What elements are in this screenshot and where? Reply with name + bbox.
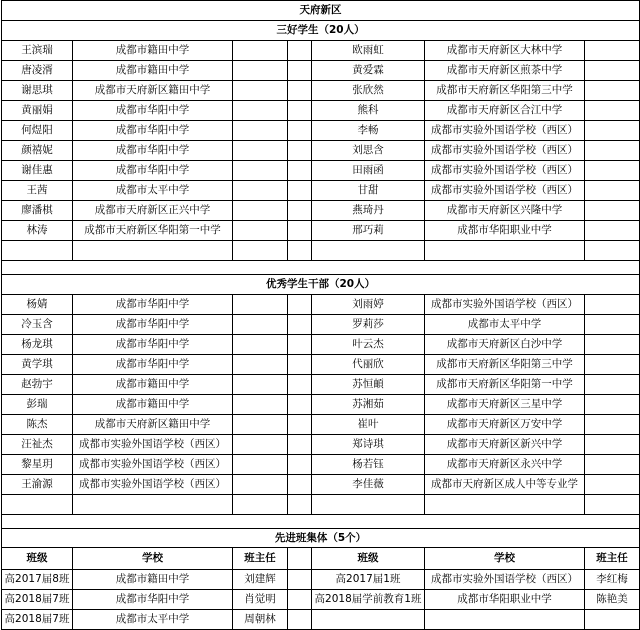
- student-name: 唐凌湑: [2, 61, 73, 81]
- empty-cell: [288, 395, 312, 415]
- empty-cell: [233, 495, 288, 515]
- student-name: 彭瑞: [2, 395, 73, 415]
- spacer-cell: [2, 515, 640, 529]
- empty-cell: [233, 181, 288, 201]
- student-name: 陈杰: [2, 415, 73, 435]
- empty-cell: [288, 141, 312, 161]
- class-header: 班级: [2, 548, 73, 570]
- table-row: [2, 295, 640, 315]
- school-name: 成都市籍田中学: [73, 395, 233, 415]
- empty-cell: [312, 241, 425, 261]
- empty-cell: [233, 315, 288, 335]
- empty-cell: [585, 161, 640, 181]
- school-name: 成都市实验外国语学校（西区）: [425, 161, 585, 181]
- school-name: 成都市天府新区籍田中学: [73, 81, 233, 101]
- empty-cell: [585, 221, 640, 241]
- school-name: 成都市籍田中学: [73, 61, 233, 81]
- table-row: [2, 181, 640, 201]
- teacher-header: 班主任: [233, 548, 288, 570]
- school-name: 成都市实验外国语学校（西区）: [73, 475, 233, 495]
- empty-cell: [288, 335, 312, 355]
- table-row: [2, 375, 640, 395]
- student-name: 郑诗琪: [312, 435, 425, 455]
- school-name: 成都市天府新区合江中学: [425, 101, 585, 121]
- empty-cell: [288, 41, 312, 61]
- section-title-row: [2, 21, 640, 41]
- class-name: [312, 610, 425, 630]
- school-name: 成都市华阳中学: [73, 295, 233, 315]
- empty-cell: [233, 435, 288, 455]
- empty-cell: [585, 355, 640, 375]
- empty-cell: [233, 395, 288, 415]
- class-name: 高2018届7班: [2, 610, 73, 630]
- student-name: 谢佳惠: [2, 161, 73, 181]
- student-name: 刘雨婷: [312, 295, 425, 315]
- student-name: 黄学琪: [2, 355, 73, 375]
- table-row: [2, 315, 640, 335]
- school-name: 成都市天府新区籍田中学: [73, 415, 233, 435]
- spacer-cell: [2, 261, 640, 275]
- table-row: [2, 415, 640, 435]
- school-name: 成都市籍田中学: [73, 570, 233, 590]
- empty-cell: [233, 335, 288, 355]
- student-name: 张欣然: [312, 81, 425, 101]
- empty-cell: [233, 81, 288, 101]
- empty-cell: [585, 241, 640, 261]
- school-name: 成都市天府新区正兴中学: [73, 201, 233, 221]
- school-name: 成都市天府新区成人中等专业学: [425, 475, 585, 495]
- empty-cell: [288, 241, 312, 261]
- region-title-row: [2, 1, 640, 21]
- empty-cell: [288, 495, 312, 515]
- table-row: [2, 590, 640, 610]
- empty-cell: [288, 161, 312, 181]
- empty-cell: [288, 181, 312, 201]
- student-name: 李畅: [312, 121, 425, 141]
- student-name: 谢思琪: [2, 81, 73, 101]
- school-name: 成都市华阳中学: [73, 315, 233, 335]
- section-title-row: [2, 275, 640, 295]
- empty-cell: [233, 375, 288, 395]
- table-row: [2, 201, 640, 221]
- empty-cell: [288, 475, 312, 495]
- empty-cell: [2, 241, 73, 261]
- empty-cell: [288, 295, 312, 315]
- student-name: 赵勃宇: [2, 375, 73, 395]
- school-name: 成都市籍田中学: [73, 375, 233, 395]
- school-name: 成都市华阳中学: [73, 101, 233, 121]
- header-row: [2, 548, 640, 570]
- empty-cell: [585, 415, 640, 435]
- ganbu-section-title: 优秀学生干部（20人）: [2, 275, 640, 295]
- table-row: [2, 475, 640, 495]
- school-name: 成都市华阳中学: [73, 335, 233, 355]
- student-name: 王茜: [2, 181, 73, 201]
- empty-cell: [233, 201, 288, 221]
- student-name: 燕琦丹: [312, 201, 425, 221]
- award-table: [1, 0, 640, 630]
- empty-cell: [585, 315, 640, 335]
- school-name: 成都市实验外国语学校（西区）: [425, 295, 585, 315]
- empty-cell: [288, 435, 312, 455]
- class-name: 高2017届1班: [312, 570, 425, 590]
- student-name: 颜禧妮: [2, 141, 73, 161]
- student-name: 苏湘茹: [312, 395, 425, 415]
- empty-cell: [288, 221, 312, 241]
- student-name: 王滨瑞: [2, 41, 73, 61]
- teacher-header: 班主任: [585, 548, 640, 570]
- student-name: 杨龙琪: [2, 335, 73, 355]
- empty-cell: [425, 241, 585, 261]
- empty-cell: [288, 590, 312, 610]
- school-name: 成都市天府新区华阳第三中学: [425, 81, 585, 101]
- school-header: 学校: [73, 548, 233, 570]
- teacher-name: 李红梅: [585, 570, 640, 590]
- school-name: 成都市华阳职业中学: [425, 590, 585, 610]
- school-name: 成都市太平中学: [425, 315, 585, 335]
- empty-cell: [585, 41, 640, 61]
- school-name: 成都市实验外国语学校（西区）: [425, 141, 585, 161]
- empty-cell: [233, 241, 288, 261]
- student-name: 李佳薇: [312, 475, 425, 495]
- teacher-name: 刘建辉: [233, 570, 288, 590]
- empty-cell: [73, 495, 233, 515]
- school-name: 成都市天府新区煎茶中学: [425, 61, 585, 81]
- empty-cell: [585, 395, 640, 415]
- empty-cell: [585, 495, 640, 515]
- empty-cell: [288, 121, 312, 141]
- table-row: [2, 81, 640, 101]
- student-name: 王渝源: [2, 475, 73, 495]
- empty-row: [2, 241, 640, 261]
- empty-cell: [288, 355, 312, 375]
- student-name: 欧雨虹: [312, 41, 425, 61]
- empty-cell: [288, 315, 312, 335]
- empty-cell: [288, 455, 312, 475]
- empty-cell: [233, 455, 288, 475]
- empty-cell: [585, 435, 640, 455]
- student-name: 罗莉莎: [312, 315, 425, 335]
- empty-cell: [288, 415, 312, 435]
- student-name: 熊科: [312, 101, 425, 121]
- student-name: 叶云杰: [312, 335, 425, 355]
- empty-cell: [73, 241, 233, 261]
- table-row: [2, 221, 640, 241]
- teacher-name: [585, 610, 640, 630]
- table-row: [2, 435, 640, 455]
- empty-cell: [288, 548, 312, 570]
- empty-cell: [288, 570, 312, 590]
- school-name: 成都市太平中学: [73, 610, 233, 630]
- empty-cell: [585, 475, 640, 495]
- empty-row: [2, 495, 640, 515]
- school-name: 成都市天府新区华阳第一中学: [425, 375, 585, 395]
- school-name: 成都市天府新区华阳第一中学: [73, 221, 233, 241]
- spacer-row: [2, 515, 640, 529]
- school-name: 成都市天府新区兴隆中学: [425, 201, 585, 221]
- school-name: 成都市天府新区新兴中学: [425, 435, 585, 455]
- empty-cell: [233, 475, 288, 495]
- empty-cell: [585, 81, 640, 101]
- table-row: [2, 101, 640, 121]
- school-name: 成都市华阳中学: [73, 141, 233, 161]
- empty-cell: [233, 101, 288, 121]
- school-name: 成都市华阳职业中学: [425, 221, 585, 241]
- student-name: 代丽欣: [312, 355, 425, 375]
- school-name: 成都市天府新区华阳第三中学: [425, 355, 585, 375]
- class-name: 高2018届学前教育1班: [312, 590, 425, 610]
- empty-cell: [233, 415, 288, 435]
- school-name: 成都市实验外国语学校（西区）: [425, 181, 585, 201]
- empty-cell: [288, 61, 312, 81]
- table-row: [2, 455, 640, 475]
- table-row: [2, 610, 640, 630]
- teacher-name: 陈艳美: [585, 590, 640, 610]
- empty-cell: [585, 181, 640, 201]
- school-name: [425, 610, 585, 630]
- empty-cell: [312, 495, 425, 515]
- school-name: 成都市实验外国语学校（西区）: [73, 435, 233, 455]
- school-name: 成都市华阳中学: [73, 121, 233, 141]
- school-name: 成都市太平中学: [73, 181, 233, 201]
- school-name: 成都市天府新区永兴中学: [425, 455, 585, 475]
- school-name: 成都市天府新区大林中学: [425, 41, 585, 61]
- empty-cell: [585, 295, 640, 315]
- empty-cell: [585, 141, 640, 161]
- school-name: 成都市实验外国语学校（西区）: [425, 121, 585, 141]
- student-name: 廖潘棋: [2, 201, 73, 221]
- empty-cell: [233, 41, 288, 61]
- table-row: [2, 395, 640, 415]
- table-row: [2, 355, 640, 375]
- table-row: [2, 570, 640, 590]
- student-name: 刘思含: [312, 141, 425, 161]
- student-name: 林涛: [2, 221, 73, 241]
- empty-cell: [233, 221, 288, 241]
- sanhao-section-title: 三好学生（20人）: [2, 21, 640, 41]
- class-name: 高2017届8班: [2, 570, 73, 590]
- school-name: 成都市天府新区万安中学: [425, 415, 585, 435]
- empty-cell: [425, 495, 585, 515]
- student-name: 田雨函: [312, 161, 425, 181]
- empty-cell: [288, 375, 312, 395]
- empty-cell: [288, 81, 312, 101]
- school-name: 成都市华阳中学: [73, 590, 233, 610]
- empty-cell: [585, 201, 640, 221]
- table-row: [2, 61, 640, 81]
- student-name: 苏恒頔: [312, 375, 425, 395]
- empty-cell: [585, 455, 640, 475]
- student-name: 杨婧: [2, 295, 73, 315]
- student-name: 冷玉含: [2, 315, 73, 335]
- empty-cell: [585, 121, 640, 141]
- student-name: 汪祉杰: [2, 435, 73, 455]
- student-name: 崔叶: [312, 415, 425, 435]
- school-header: 学校: [425, 548, 585, 570]
- empty-cell: [585, 375, 640, 395]
- school-name: 成都市华阳中学: [73, 161, 233, 181]
- empty-cell: [585, 61, 640, 81]
- spacer-row: [2, 261, 640, 275]
- xianjin-section-title: 先进班集体（5个）: [2, 529, 640, 548]
- section-title-row: [2, 529, 640, 548]
- empty-cell: [233, 141, 288, 161]
- empty-cell: [288, 610, 312, 630]
- empty-cell: [233, 121, 288, 141]
- school-name: 成都市天府新区三星中学: [425, 395, 585, 415]
- school-name: 成都市华阳中学: [73, 355, 233, 375]
- empty-cell: [233, 355, 288, 375]
- school-name: 成都市实验外国语学校（西区）: [425, 570, 585, 590]
- empty-cell: [288, 201, 312, 221]
- empty-cell: [288, 101, 312, 121]
- student-name: 甘甜: [312, 181, 425, 201]
- empty-cell: [233, 161, 288, 181]
- school-name: 成都市实验外国语学校（西区）: [73, 455, 233, 475]
- teacher-name: 周朝林: [233, 610, 288, 630]
- class-header: 班级: [312, 548, 425, 570]
- table-row: [2, 141, 640, 161]
- school-name: 成都市籍田中学: [73, 41, 233, 61]
- empty-cell: [585, 335, 640, 355]
- empty-cell: [233, 61, 288, 81]
- table-row: [2, 335, 640, 355]
- student-name: 邢巧莉: [312, 221, 425, 241]
- student-name: 黄爱霖: [312, 61, 425, 81]
- empty-cell: [585, 101, 640, 121]
- table-row: [2, 41, 640, 61]
- table-row: [2, 121, 640, 141]
- student-name: 黄丽娟: [2, 101, 73, 121]
- student-name: 何煜阳: [2, 121, 73, 141]
- region-title: 天府新区: [2, 1, 640, 21]
- school-name: 成都市天府新区白沙中学: [425, 335, 585, 355]
- empty-cell: [2, 495, 73, 515]
- class-name: 高2018届7班: [2, 590, 73, 610]
- table-row: [2, 161, 640, 181]
- student-name: 黎星玥: [2, 455, 73, 475]
- teacher-name: 肖觉明: [233, 590, 288, 610]
- student-name: 杨若钰: [312, 455, 425, 475]
- empty-cell: [233, 295, 288, 315]
